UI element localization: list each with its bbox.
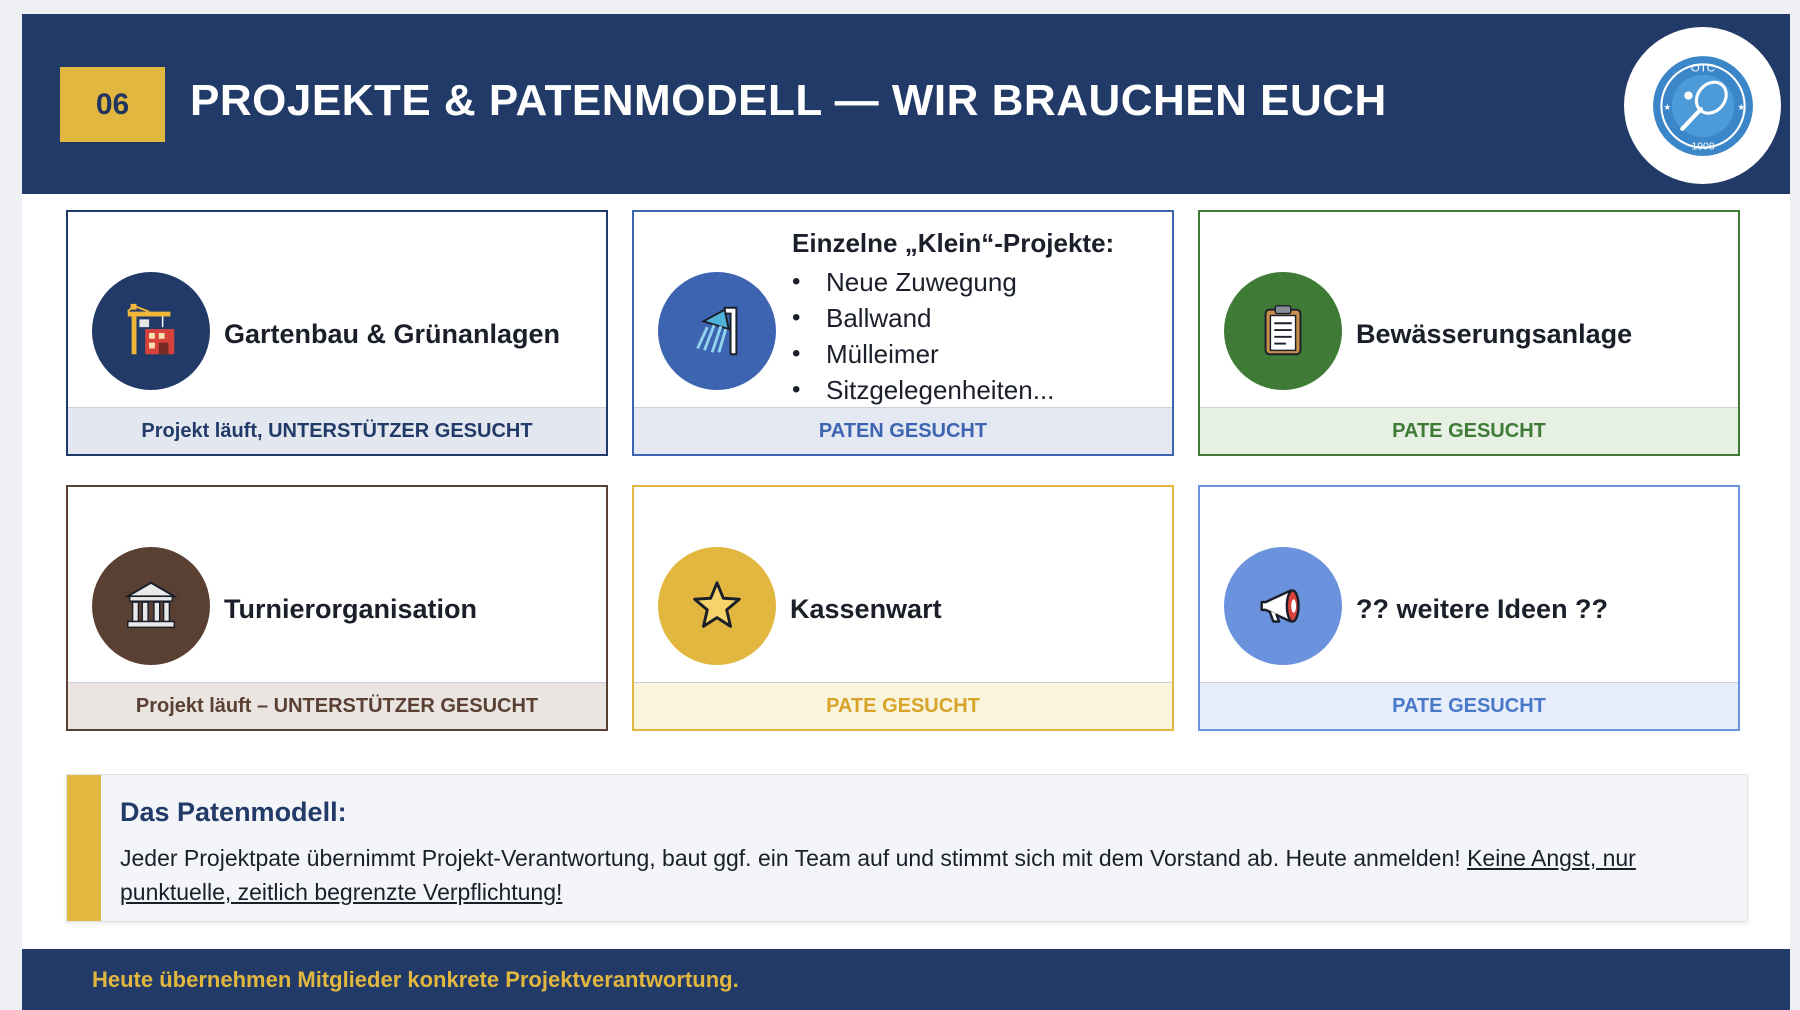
section-number-badge: 06: [60, 67, 165, 142]
list-item: • Mülleimer: [792, 336, 1054, 372]
card-title: Kassenwart: [790, 594, 942, 624]
list-item: • Sitzgelegenheiten...: [792, 372, 1054, 408]
patenmodell-title: Das Patenmodell:: [120, 797, 347, 827]
accent-bar: [67, 775, 101, 921]
project-card-ideen[interactable]: [1198, 485, 1740, 731]
klein-project-list: [792, 264, 1054, 408]
logo-text-bottom: 1908: [1690, 141, 1715, 153]
tennis-club-logo-icon: [1651, 54, 1755, 158]
card-title: Einzelne „Klein“-Projekte:: [792, 228, 1115, 258]
project-card-klein-projekte[interactable]: [632, 210, 1174, 456]
clipboard-icon: [1224, 272, 1342, 390]
svg-text:★: ★: [1736, 101, 1745, 112]
footer-bar: [22, 949, 1790, 1010]
classical-building-icon: [92, 547, 210, 665]
project-card-turnier[interactable]: [66, 485, 608, 731]
list-item: • Neue Zuwegung: [792, 264, 1054, 300]
card-status: PATE GESUCHT: [1200, 682, 1738, 729]
patenmodell-body: Jeder Projektpate übernimmt Projekt-Verantwortung, baut ggf. ein Team auf und stimmt sich mit dem Vorstand ab. Heute anmelden!: [120, 845, 1468, 871]
card-status: Projekt läuft, UNTERSTÜTZER GESUCHT: [68, 407, 606, 454]
project-card-bewaesserung[interactable]: [1198, 210, 1740, 456]
card-title: Gartenbau & Grünanlagen: [224, 319, 561, 349]
project-card-gartenbau[interactable]: [66, 210, 608, 456]
page-title: PROJEKTE & PATENMODELL — WIR BRAUCHEN EUCH: [190, 76, 1387, 125]
slide: [22, 14, 1790, 1010]
card-title: Bewässerungsanlage: [1356, 319, 1633, 349]
shower-icon: [658, 272, 776, 390]
card-status: Projekt läuft – UNTERSTÜTZER GESUCHT: [68, 682, 606, 729]
card-status: PATEN GESUCHT: [634, 407, 1172, 454]
construction-crane-icon: [92, 272, 210, 390]
svg-text:★: ★: [1662, 101, 1671, 112]
megaphone-icon: [1224, 547, 1342, 665]
card-title: Turnierorganisation: [224, 594, 478, 624]
star-icon: [658, 547, 776, 665]
card-status: PATE GESUCHT: [634, 682, 1172, 729]
project-card-kassenwart[interactable]: [632, 485, 1174, 731]
patenmodell-text: [120, 841, 1720, 909]
patenmodell-underlined: Keine Angst, nur punktuelle, zeitlich begrenzte Verpflichtung!: [120, 845, 1636, 905]
logo-text-top: OTC: [1690, 62, 1715, 75]
footer-text: Heute übernehmen Mitglieder konkrete Projektverantwortung.: [92, 967, 739, 992]
patenmodell-box: [66, 774, 1748, 922]
card-status: PATE GESUCHT: [1200, 407, 1738, 454]
card-title: ?? weitere Ideen ??: [1356, 594, 1609, 624]
list-item: • Ballwand: [792, 300, 1054, 336]
header-bar: [22, 14, 1790, 194]
club-logo: [1624, 27, 1781, 184]
